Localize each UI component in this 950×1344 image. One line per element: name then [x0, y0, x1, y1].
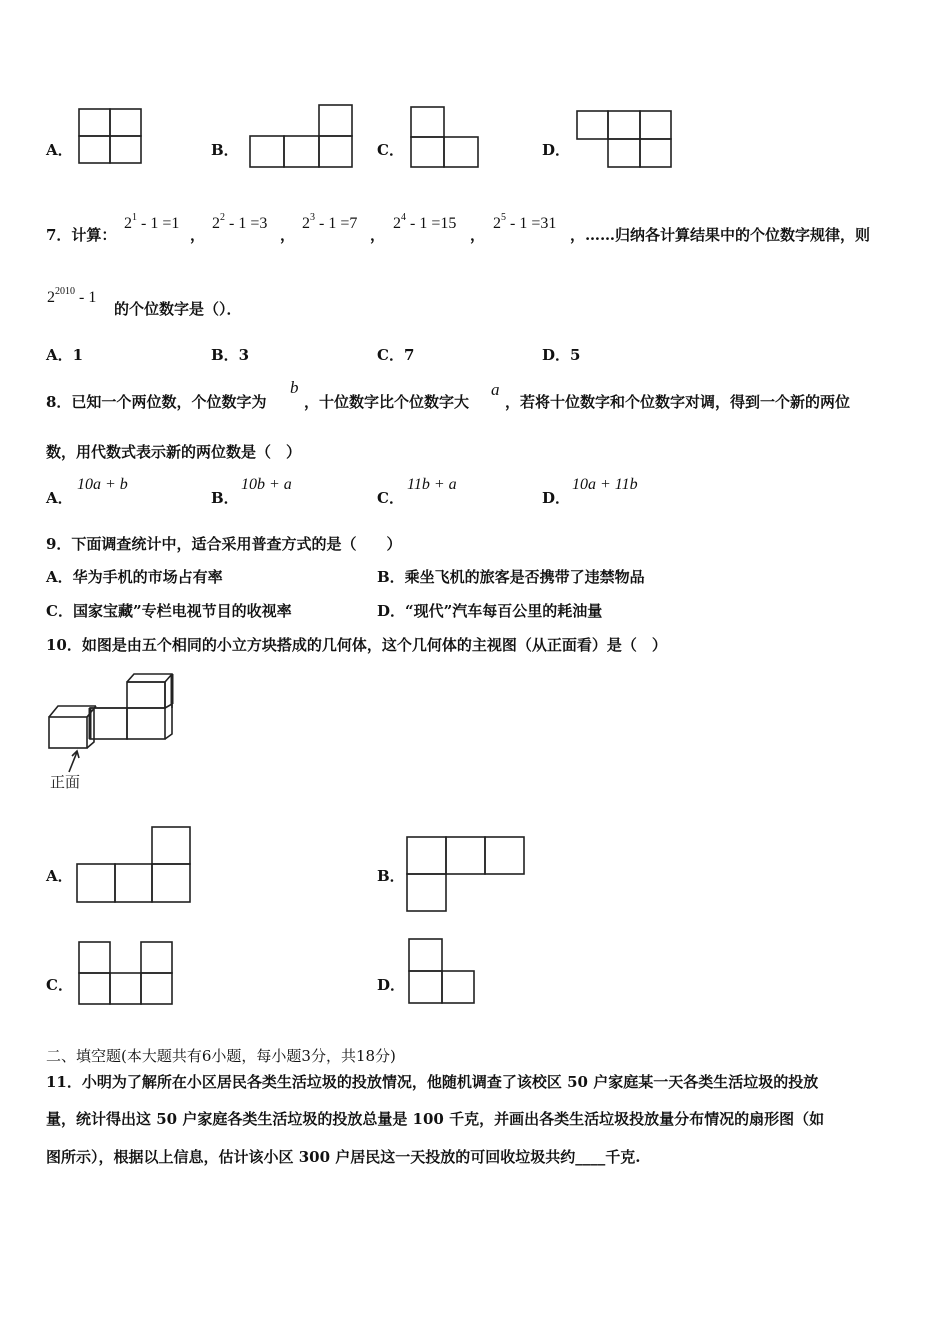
q10-option-b-label: B． [377, 867, 405, 885]
q9-option-a: A．华为手机的市场占有率 [46, 568, 223, 586]
q10-option-a-figure [75, 826, 195, 906]
q6-option-b-label: B． [211, 141, 239, 159]
q10-option-c-label: C． [46, 976, 73, 994]
q8-line1-part2: ，十位数字比个位数字大 [304, 393, 470, 411]
q7-expr-4: $2^4 - 1 =15$ [393, 212, 457, 232]
q11-line3-text: 图所示），根据以上信息，估计该小区 300 户居民这一天投放的可回收垃圾共约 [46, 1148, 576, 1166]
q7-comma-1: ， [190, 226, 206, 244]
q6-option-a-label: A． [46, 141, 73, 159]
q8-option-d-label: D． [542, 489, 571, 507]
q6-option-b-figure [248, 104, 356, 170]
q6-option-d-label: D． [542, 141, 571, 159]
q9-stem: 9．下面调查统计中，适合采用普查方式的是（ ） [46, 535, 402, 553]
q10-front-label: 正面 [50, 773, 81, 791]
q7-comma-3: ， [370, 226, 386, 244]
q6-option-d-figure [576, 110, 676, 172]
q8-option-d-expr: 10a + 11b [572, 476, 638, 493]
q10-option-d-label: D． [377, 976, 406, 994]
q11-line1: 11．小明为了解所在小区居民各类生活垃圾的投放情况，他随机调查了该校区 50 户家庭某一天各类生活垃圾的投放 [46, 1073, 819, 1091]
q8-option-b-label: B． [211, 489, 239, 507]
q7-expr-5: $2^5 - 1 =31$ [493, 212, 557, 232]
q8-line2: 数，用代数式表示新的两位数是（ ） [46, 443, 302, 461]
q9-option-c: C．国家宝藏”专栏电视节目的收视率 [46, 602, 292, 620]
q8-option-a-expr: 10a + b [77, 476, 128, 493]
q10-option-d-figure [407, 937, 479, 1007]
q11-line3 [46, 1148, 641, 1166]
q7-tail: ，……归纳各计算结果中的个位数字规律，则 [570, 226, 871, 244]
q10-option-b-figure [405, 835, 529, 915]
q11-line3-end: 千克. [605, 1148, 641, 1166]
q8-option-a-label: A． [46, 489, 73, 507]
q7-expr-3: $2^3 - 1 =7$ [302, 212, 358, 232]
q8-option-c-label: C． [377, 489, 404, 507]
q9-option-b: B．乘坐飞机的旅客是否携带了违禁物品 [377, 568, 645, 586]
q10-solid-figure [44, 672, 180, 794]
q7-option-d: D．5 [542, 346, 581, 364]
q6-option-c-figure [409, 106, 483, 170]
q9-option-d: D．“现代”汽车每百公里的耗油量 [377, 602, 603, 620]
q8-line1-part3: ，若将十位数字和个位数字对调，得到一个新的两位 [505, 393, 851, 411]
q7-comma-2: ， [280, 226, 296, 244]
q8-option-b-expr: 10b + a [241, 476, 292, 493]
q7-option-a: A．1 [46, 346, 84, 364]
q8-var-a: a [491, 380, 500, 399]
q10-stem: 10．如图是由五个相同的小立方块搭成的几何体，这个几何体的主视图（从正面看）是（ ） [46, 636, 667, 654]
q8-option-c-expr: 11b + a [407, 476, 457, 493]
q7-prefix: 7．计算： [46, 226, 117, 244]
q7-option-c: C．7 [377, 346, 415, 364]
q6-option-c-label: C． [377, 141, 404, 159]
q11-line2: 量，统计得出这 50 户家庭各类生活垃圾的投放总量是 100 千克，并画出各类生活垃圾投放量分布情况的扇形图（如 [46, 1110, 825, 1128]
q6-option-a-figure [78, 108, 144, 166]
section2-title: 二、填空题(本大题共有6小题，每小题3分，共18分) [46, 1047, 396, 1065]
q7-expr-2: $2^2 - 1 =3$ [212, 212, 268, 232]
q7-question: 的个位数字是（）． [114, 300, 242, 318]
q7-comma-4: ， [470, 226, 486, 244]
q11-answer-blank[interactable]: ____ [575, 1148, 606, 1166]
q8-line1-part1: 8．已知一个两位数，个位数字为 [46, 393, 267, 411]
q10-option-a-label: A． [46, 867, 73, 885]
q7-expr-6: $2^{2010} - 1$ [47, 286, 97, 306]
q10-option-c-figure [77, 940, 177, 1008]
q7-option-b: B．3 [211, 346, 250, 364]
q8-var-b: b [290, 378, 299, 397]
q7-expr-1: $2^1 - 1 =1$ [124, 212, 180, 232]
